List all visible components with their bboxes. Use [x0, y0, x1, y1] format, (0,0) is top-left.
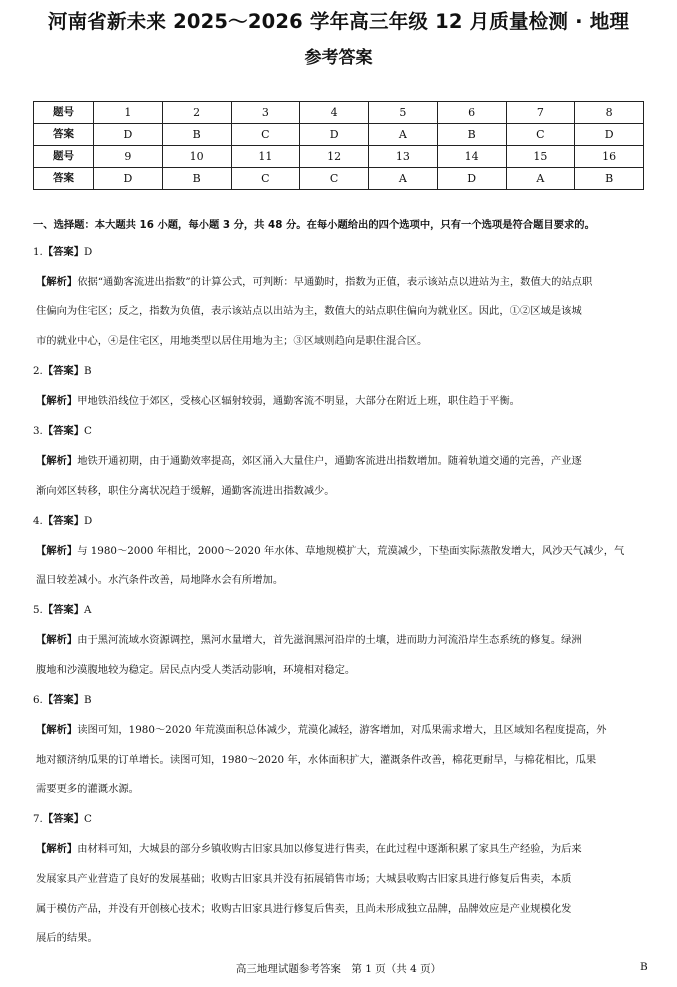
answer-line — [33, 424, 653, 438]
question-number: 7 — [506, 102, 575, 124]
explanation-label: 【解析】 — [36, 395, 78, 407]
explanation-text: 读图可知，1980～2020 年荒漠面积总体减少，荒漠化减轻，游客增加，对瓜果需求增大，且区域知名程度提高，外 — [77, 724, 607, 736]
question-number: 4 — [300, 102, 369, 124]
answer-cell: B — [162, 168, 231, 190]
answer-label: 【答案】 — [42, 604, 85, 616]
explanation-line — [36, 633, 656, 647]
question-number: 11 — [231, 146, 300, 168]
answer-label: 【答案】 — [42, 813, 85, 825]
answer-value: C — [84, 425, 92, 437]
explanation-line — [36, 723, 656, 737]
table-row-answers-1 — [34, 124, 644, 146]
question-number: 2 — [162, 102, 231, 124]
answer-line — [33, 364, 653, 378]
explanation-label: 【解析】 — [36, 545, 78, 557]
explanation-line: 展后的结果。 — [36, 932, 98, 944]
explanation-line — [36, 394, 656, 408]
answer-value: D — [84, 246, 93, 258]
explanation-line: 住偏向为住宅区；反之，指数为负值，表示该站点以出站为主，数值大的站点职住偏向为就业区。因此，①②区域是该城 — [36, 305, 582, 317]
explanation-text: 由材料可知，大城县的部分乡镇收购古旧家具加以修复进行售卖，在此过程中逐渐积累了家具生产经验，为后来 — [77, 843, 582, 855]
item-number: 5. — [33, 604, 43, 616]
explanation-line: 需要更多的灌溉水源。 — [36, 783, 139, 795]
row-label-answer: 答案 — [34, 168, 94, 190]
explanation-text: 地铁开通初期，由于通勤效率提高，郊区涌入大量住户，通勤客流进出指数增加。随着轨道交通的完善，产业逐 — [77, 455, 582, 467]
answer-line — [33, 245, 653, 259]
answer-label: 【答案】 — [42, 515, 85, 527]
item-number: 4. — [33, 515, 43, 527]
row-label-question: 题号 — [34, 146, 94, 168]
answer-label: 【答案】 — [42, 425, 85, 437]
answer-cell: B — [162, 124, 231, 146]
answer-line — [33, 603, 653, 617]
question-number: 5 — [369, 102, 438, 124]
item-number: 6. — [33, 694, 43, 706]
answer-line — [33, 514, 653, 528]
explanation-line: 地对额济纳瓜果的订单增长。读图可知，1980～2020 年，水体面积扩大，灌溉条件改善，棉花更耐旱，与棉花相比，瓜果 — [36, 754, 597, 766]
page-footer: 高三地理试题参考答案 第 1 页（共 4 页） — [235, 963, 442, 975]
explanation-label: 【解析】 — [36, 276, 78, 288]
explanation-line — [36, 275, 656, 289]
paper-code: B — [640, 961, 648, 973]
answer-cell: B — [575, 168, 644, 190]
section-heading: 一、选择题：本大题共 16 小题，每小题 3 分，共 48 分。在每小题给出的四个选项中，只有一个选项是符合题目要求的。 — [33, 219, 595, 231]
table-row-questions-2 — [34, 146, 644, 168]
page-title: 河南省新未来 2025～2026 学年高三年级 12 月质量检测 · 地理 — [47, 10, 630, 33]
question-number: 15 — [506, 146, 575, 168]
answer-value: B — [84, 365, 92, 377]
row-label-answer: 答案 — [34, 124, 94, 146]
row-label-question: 题号 — [34, 102, 94, 124]
explanation-label: 【解析】 — [36, 843, 78, 855]
item-number: 1. — [33, 246, 43, 258]
answer-cell: C — [506, 124, 575, 146]
answer-cell: D — [94, 124, 163, 146]
answer-value: C — [84, 813, 92, 825]
item-number: 3. — [33, 425, 43, 437]
answer-value: B — [84, 694, 92, 706]
question-number: 1 — [94, 102, 163, 124]
explanation-line — [36, 842, 656, 856]
page-subtitle: 参考答案 — [304, 48, 373, 68]
question-number: 6 — [437, 102, 506, 124]
answer-cell: D — [300, 124, 369, 146]
question-number: 9 — [94, 146, 163, 168]
explanation-line: 市的就业中心，④是住宅区，用地类型以居住用地为主；③区域则趋向是职住混合区。 — [36, 335, 428, 347]
item-number: 2. — [33, 365, 43, 377]
answer-value: D — [84, 515, 93, 527]
explanation-label: 【解析】 — [36, 724, 78, 736]
answer-cell: C — [231, 124, 300, 146]
answer-cell: B — [437, 124, 506, 146]
answer-cell: D — [94, 168, 163, 190]
answer-table — [33, 101, 644, 190]
explanation-text: 甲地铁沿线位于郊区，受核心区辐射较弱，通勤客流不明显，大部分在附近上班，职住趋于平衡。 — [77, 395, 520, 407]
table-row-answers-2 — [34, 168, 644, 190]
explanation-line: 属于模仿产品，并没有开创核心技术；收购古旧家具进行修复后售卖，且尚未形成独立品牌，品牌效应是产业规模化发 — [36, 903, 572, 915]
answer-cell: A — [369, 168, 438, 190]
answer-label: 【答案】 — [42, 365, 85, 377]
explanation-line: 渐向郊区转移，职住分离状况趋于缓解，通勤客流进出指数减少。 — [36, 485, 335, 497]
explanation-line: 温日较差减小。水汽条件改善，局地降水会有所增加。 — [36, 574, 284, 586]
question-number: 10 — [162, 146, 231, 168]
question-number: 16 — [575, 146, 644, 168]
explanation-line — [36, 544, 656, 558]
explanation-text: 由于黑河流域水资源调控，黑河水量增大，首先滋润黑河沿岸的土壤，进而助力河流沿岸生态系统的修复。绿洲 — [77, 634, 582, 646]
question-number: 8 — [575, 102, 644, 124]
question-number: 3 — [231, 102, 300, 124]
answer-cell: D — [575, 124, 644, 146]
answer-line — [33, 812, 653, 826]
question-number: 12 — [300, 146, 369, 168]
answer-label: 【答案】 — [42, 694, 85, 706]
answer-cell: C — [300, 168, 369, 190]
explanation-text: 与 1980～2000 年相比，2000～2020 年水体、草地规模扩大，荒漠减少，下垫面实际蒸散发增大，风沙天气减少，气 — [77, 545, 625, 557]
table-row-questions-1 — [34, 102, 644, 124]
explanation-line: 发展家具产业营造了良好的发展基础；收购古旧家具并没有拓展销售市场；大城县收购古旧家具进行修复后售卖，本质 — [36, 873, 572, 885]
answer-cell: C — [231, 168, 300, 190]
explanation-label: 【解析】 — [36, 455, 78, 467]
answer-value: A — [84, 604, 92, 616]
answer-cell: D — [437, 168, 506, 190]
answer-label: 【答案】 — [42, 246, 85, 258]
explanation-line: 腹地和沙漠腹地较为稳定。居民点内受人类活动影响，环境相对稳定。 — [36, 664, 356, 676]
question-number: 13 — [369, 146, 438, 168]
answer-cell: A — [506, 168, 575, 190]
item-number: 7. — [33, 813, 43, 825]
question-number: 14 — [437, 146, 506, 168]
answer-line — [33, 693, 653, 707]
explanation-label: 【解析】 — [36, 634, 78, 646]
answer-cell: A — [369, 124, 438, 146]
explanation-line — [36, 454, 656, 468]
explanation-text: 依据“通勤客流进出指数”的计算公式，可判断：早通勤时，指数为正值，表示该站点以进站为主，数值大的站点职 — [77, 276, 593, 288]
